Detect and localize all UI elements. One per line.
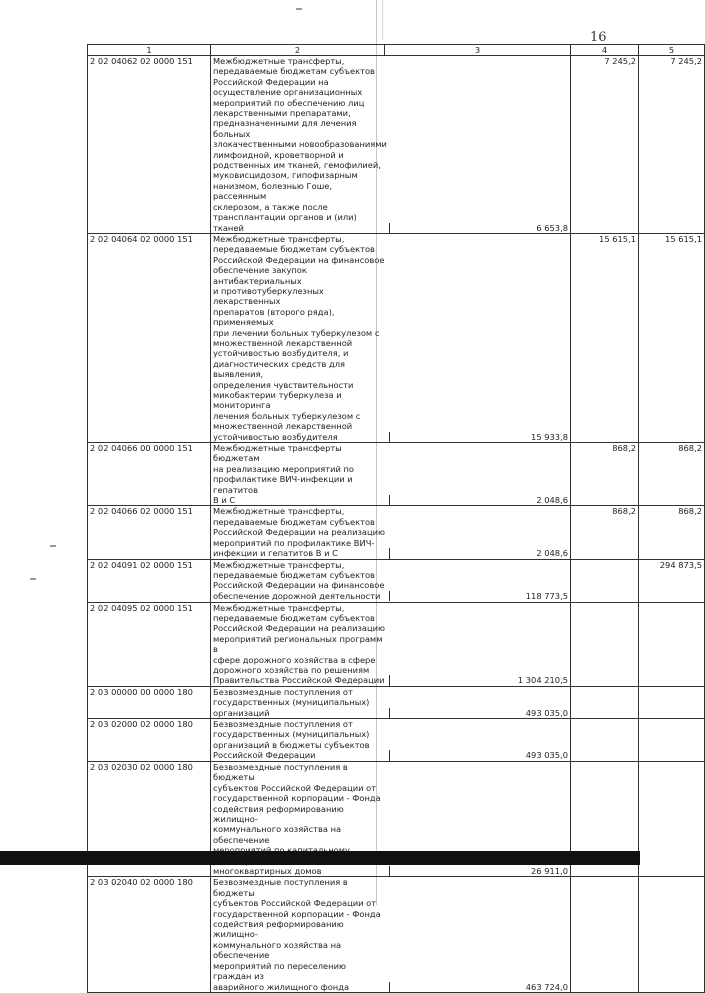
budget-code-cell: 2 02 04066 00 0000 151 xyxy=(88,443,211,506)
budget-code-cell: 2 02 04091 02 0000 151 xyxy=(88,559,211,602)
description-text: Межбюджетные трансферты, передаваемые бюджетам субъектов Российской Федерации на осуществление организационных мероприятий по обеспечению лиц лекарственными препаратами, предназначенными для лечения больных злокачественными новообразованиями лимфоидной, кроветворной и родственных им тканей, гемофилией, муковисцидозом, гипофизарным нанизмом, болезнью Гоше, рассеянным склерозом, а также после трансплантации органов и (или) тканей xyxy=(213,56,387,233)
value-col5-cell xyxy=(639,718,705,761)
budget-code-cell: 2 02 04095 02 0000 151 xyxy=(88,602,211,686)
table-row xyxy=(88,602,705,686)
description-text: Межбюджетные трансферты, передаваемые бюджетам субъектов Российской Федерации на финансовое обеспечение дорожной деятельности xyxy=(213,559,385,601)
value-col4-cell xyxy=(571,718,639,761)
table-row xyxy=(88,718,705,761)
value-col3-cell: 6 653,8 xyxy=(389,223,570,233)
column-header-4: 4 xyxy=(571,45,639,56)
value-col4-cell: 7 245,2 xyxy=(571,56,639,234)
value-col4-cell xyxy=(571,602,639,686)
description-cell xyxy=(211,602,571,686)
header-row xyxy=(88,45,705,56)
value-col3-cell: 118 773,5 xyxy=(389,591,570,601)
table-row xyxy=(88,686,705,718)
value-col4-cell xyxy=(571,686,639,718)
budget-code-cell: 2 02 04062 02 0000 151 xyxy=(88,56,211,234)
column-header-1: 1 xyxy=(88,45,211,56)
value-col4-cell: 868,2 xyxy=(571,506,639,559)
description-text: Межбюджетные трансферты, передаваемые бюджетам субъектов Российской Федерации на финансовое обеспечение закупок антибактериальных и противотуберкулезных лекарственных препаратов (второго ряда), применяемых при лечении больных туберкулезом с множественной лекарственной устойчивостью возбудителя, и диагностических средств для выявления, определения чувствительности микобактерии туберкулеза и мониторинга лечения больных туберкулезом с множественной лекарственной устойчивостью возбудителя xyxy=(213,233,385,442)
description-text: Безвозмездные поступления в бюджеты субъектов Российской Федерации от государственной корпорации - Фонда содействия реформированию жилищно- коммунального хозяйства на обеспечение мероприятий по переселению граждан из аварийного жилищного фонда xyxy=(213,877,381,992)
description-cell xyxy=(211,56,571,234)
budget-code-cell: 2 03 02040 02 0000 180 xyxy=(88,877,211,992)
description-cell xyxy=(211,443,571,506)
value-col5-cell: 868,2 xyxy=(639,443,705,506)
description-cell xyxy=(211,233,571,442)
description-text: Безвозмездные поступления от государственных (муниципальных) организаций в бюджеты субъектов Российской Федерации xyxy=(213,718,370,761)
description-text: Безвозмездные поступления от государственных (муниципальных) организаций xyxy=(213,686,370,718)
budget-code-cell: 2 03 02030 02 0000 180 xyxy=(88,761,211,876)
value-col4-cell: 15 615,1 xyxy=(571,233,639,442)
value-col3-cell: 2 048,6 xyxy=(389,495,570,505)
value-col4-cell xyxy=(571,877,639,992)
description-cell xyxy=(211,686,571,718)
table-row xyxy=(88,443,705,506)
description-cell xyxy=(211,877,571,992)
value-col3-cell: 493 035,0 xyxy=(389,750,570,760)
value-col3-cell: 463 724,0 xyxy=(389,982,570,992)
table-row xyxy=(88,56,705,234)
value-col5-cell: 15 615,1 xyxy=(639,233,705,442)
budget-code-cell: 2 02 04064 02 0000 151 xyxy=(88,233,211,442)
column-header-3: 3 xyxy=(385,45,571,56)
description-cell xyxy=(211,506,571,559)
budget-code-cell: 2 03 00000 00 0000 180 xyxy=(88,686,211,718)
value-col4-cell xyxy=(571,559,639,602)
scan-mark xyxy=(50,545,56,547)
scan-fold-line-top xyxy=(382,0,383,40)
value-col3-cell: 493 035,0 xyxy=(389,708,570,718)
value-col5-cell xyxy=(639,686,705,718)
description-text: Межбюджетные трансферты бюджетам на реализацию мероприятий по профилактике ВИЧ-инфекции и гепатитов В и С xyxy=(213,443,354,506)
description-text: Межбюджетные трансферты, передаваемые бюджетам субъектов Российской Федерации на реализацию мероприятий по профилактике ВИЧ- инфекции и гепатитов В и С xyxy=(213,506,385,559)
value-col5-cell: 294 873,5 xyxy=(639,559,705,602)
table-row xyxy=(88,559,705,602)
description-text: Безвозмездные поступления в бюджеты субъектов Российской Федерации от государственной корпорации - Фонда содействия реформированию жилищно- коммунального хозяйства на обеспечение многоквартирных домов xyxy=(213,761,381,877)
budget-code-cell: 2 02 04066 02 0000 151 xyxy=(88,506,211,559)
description-cell xyxy=(211,559,571,602)
value-col5-cell xyxy=(639,761,705,876)
value-col3-cell: 15 933,8 xyxy=(389,432,570,442)
table-row xyxy=(88,506,705,559)
value-col4-cell: 868,2 xyxy=(571,443,639,506)
description-text: Межбюджетные трансферты, передаваемые бюджетам субъектов Российской Федерации на реализацию мероприятий региональных программ в сфере дорожного хозяйства в сфере дорожного хозяйства по решениям Правительства Российской Федерации xyxy=(213,602,385,686)
value-col5-cell: 7 245,2 xyxy=(639,56,705,234)
page-number: 16 xyxy=(590,30,607,45)
value-col3-cell: 26 911,0 xyxy=(389,866,570,876)
description-cell xyxy=(211,718,571,761)
column-header-5: 5 xyxy=(639,45,705,56)
column-header-2: 2 xyxy=(211,45,385,56)
table-row xyxy=(88,877,705,992)
value-col3-cell: 1 304 210,5 xyxy=(389,675,570,685)
value-col5-cell: 868,2 xyxy=(639,506,705,559)
scan-mark xyxy=(296,8,302,10)
value-col5-cell xyxy=(639,602,705,686)
budget-code-cell: 2 03 02000 02 0000 180 xyxy=(88,718,211,761)
scan-mark xyxy=(30,578,36,580)
table-row xyxy=(88,233,705,442)
value-col3-cell: 2 048,6 xyxy=(389,548,570,558)
value-col5-cell xyxy=(639,877,705,992)
scan-edge-bar xyxy=(0,851,640,865)
